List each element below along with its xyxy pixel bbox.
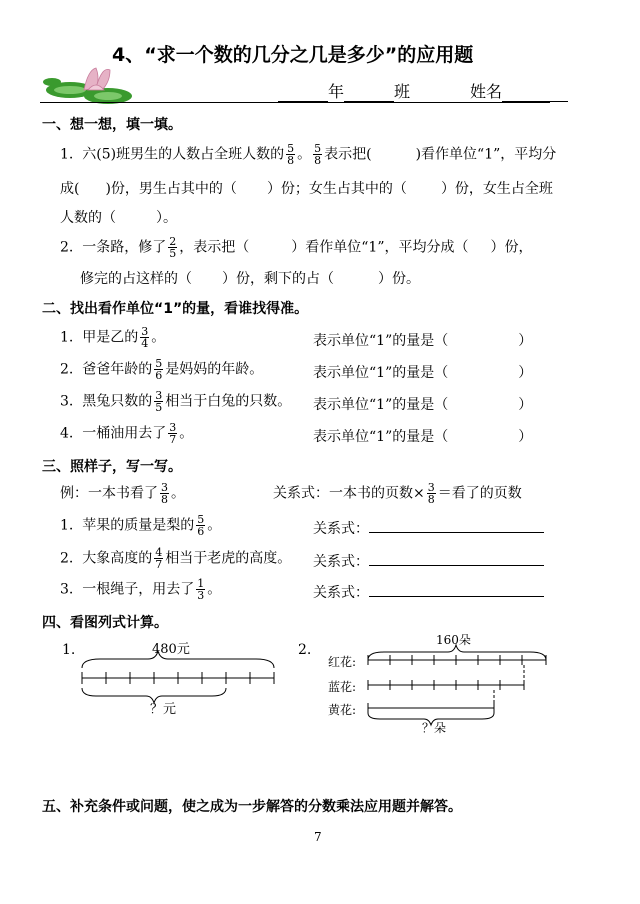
s1-q2-line1: 2. 一条路，修了 $\frac{2}{5}$ ，表示把（ ）看作单位“1”，平均分成（ ）份， (60, 235, 533, 260)
s3-relation-2[interactable]: 关系式： (313, 551, 544, 571)
header-rule (40, 102, 550, 103)
s2-answer-3[interactable]: 表示单位“1”的量是（ ） (313, 397, 533, 413)
s1-q1-line2: 成( )份，男生占其中的（ ）份；女生占其中的（ ）份，女生占全班 (60, 181, 553, 197)
section-5-heading: 五、补充条件或问题，使之成为一步解答的分数乘法应用题并解答。 (42, 799, 462, 815)
red-flower-label: 红花: (328, 655, 357, 669)
s3-relation-1[interactable]: 关系式： (313, 518, 544, 538)
s3-relation-3[interactable]: 关系式： (313, 582, 544, 602)
s2-item-4: 4. 一桶油用去了 $\frac{3}{7}$ 。 (60, 421, 194, 446)
s2-answer-2[interactable]: 表示单位“1”的量是（ ） (313, 365, 533, 381)
s3-example-relation: 关系式：一本书的页数× $\frac{3}{8}$ ＝看了的页数 (273, 481, 522, 506)
section-1-heading: 一、想一想，填一填。 (42, 117, 182, 133)
s2-item-2: 2. 爸爸年龄的 $\frac{5}{6}$ 是妈妈的年龄。 (60, 357, 264, 382)
name-label: 姓名 (470, 82, 503, 101)
page-title: 4、“求一个数的几分之几是多少”的应用题 (112, 44, 474, 66)
section-3-heading: 三、照样子，写一写。 (42, 459, 182, 475)
fraction: $\frac{5}{8}$ (287, 142, 295, 167)
class-info-line (278, 79, 410, 102)
s1-q1-line1: 1. 六(5)班男生的人数占全班人数的 $\frac{5}{8}$ 。 $\frac{5}{8}$ 表示把( )看作单位“1”，平均分 (60, 142, 557, 167)
year-label: 年 (328, 82, 345, 101)
s2-answer-1[interactable]: 表示单位“1”的量是（ ） (313, 333, 533, 349)
blue-flower-label: 蓝花: (328, 680, 357, 694)
diagram-1-number: 1. (62, 642, 76, 658)
s1-q2-line2: 修完的占这样的（ ）份，剩下的占（ ）份。 (80, 271, 420, 287)
segment-diagram-2 (368, 645, 546, 725)
segment-diagram-1 (82, 651, 274, 703)
s2-item-3: 3. 黑兔只数的 $\frac{3}{5}$ 相当于白兔的只数。 (60, 389, 292, 414)
section-2-heading: 二、找出看作单位“1”的量，看谁找得准。 (42, 301, 309, 317)
s2-answer-4[interactable]: 表示单位“1”的量是（ ） (313, 429, 533, 445)
diagram-2-number: 2. (298, 642, 312, 658)
s3-item-3: 3. 一根绳子，用去了 $\frac{1}{3}$ 。 (60, 577, 222, 602)
diagram-1-total-label: 480元 (152, 642, 190, 657)
lotus-decoration-icon (40, 66, 140, 106)
diagram-2-total-label: 160朵 (436, 633, 471, 647)
fraction: $\frac{5}{8}$ (314, 142, 322, 167)
yellow-flower-label: 黄花: (328, 703, 357, 717)
page-number: 7 (314, 830, 322, 844)
s3-example: 例：一本书看了 $\frac{3}{8}$ 。 (60, 481, 185, 506)
diagram-1-unknown-label: ？元 (150, 702, 177, 717)
s1-q1-line3: 人数的（ ）。 (60, 210, 177, 226)
fraction: $\frac{2}{5}$ (169, 235, 177, 260)
s3-item-1: 1. 苹果的质量是梨的 $\frac{5}{6}$ 。 (60, 513, 222, 538)
class-label: 班 (394, 82, 411, 101)
s2-item-1: 1. 甲是乙的 $\frac{3}{4}$ 。 (60, 325, 166, 350)
name-info (470, 79, 568, 102)
section-4-heading: 四、看图列式计算。 (42, 615, 168, 631)
s3-item-2: 2. 大象高度的 $\frac{4}{7}$ 相当于老虎的高度。 (60, 546, 292, 571)
diagram-2-unknown-label: ？朵 (422, 721, 447, 735)
